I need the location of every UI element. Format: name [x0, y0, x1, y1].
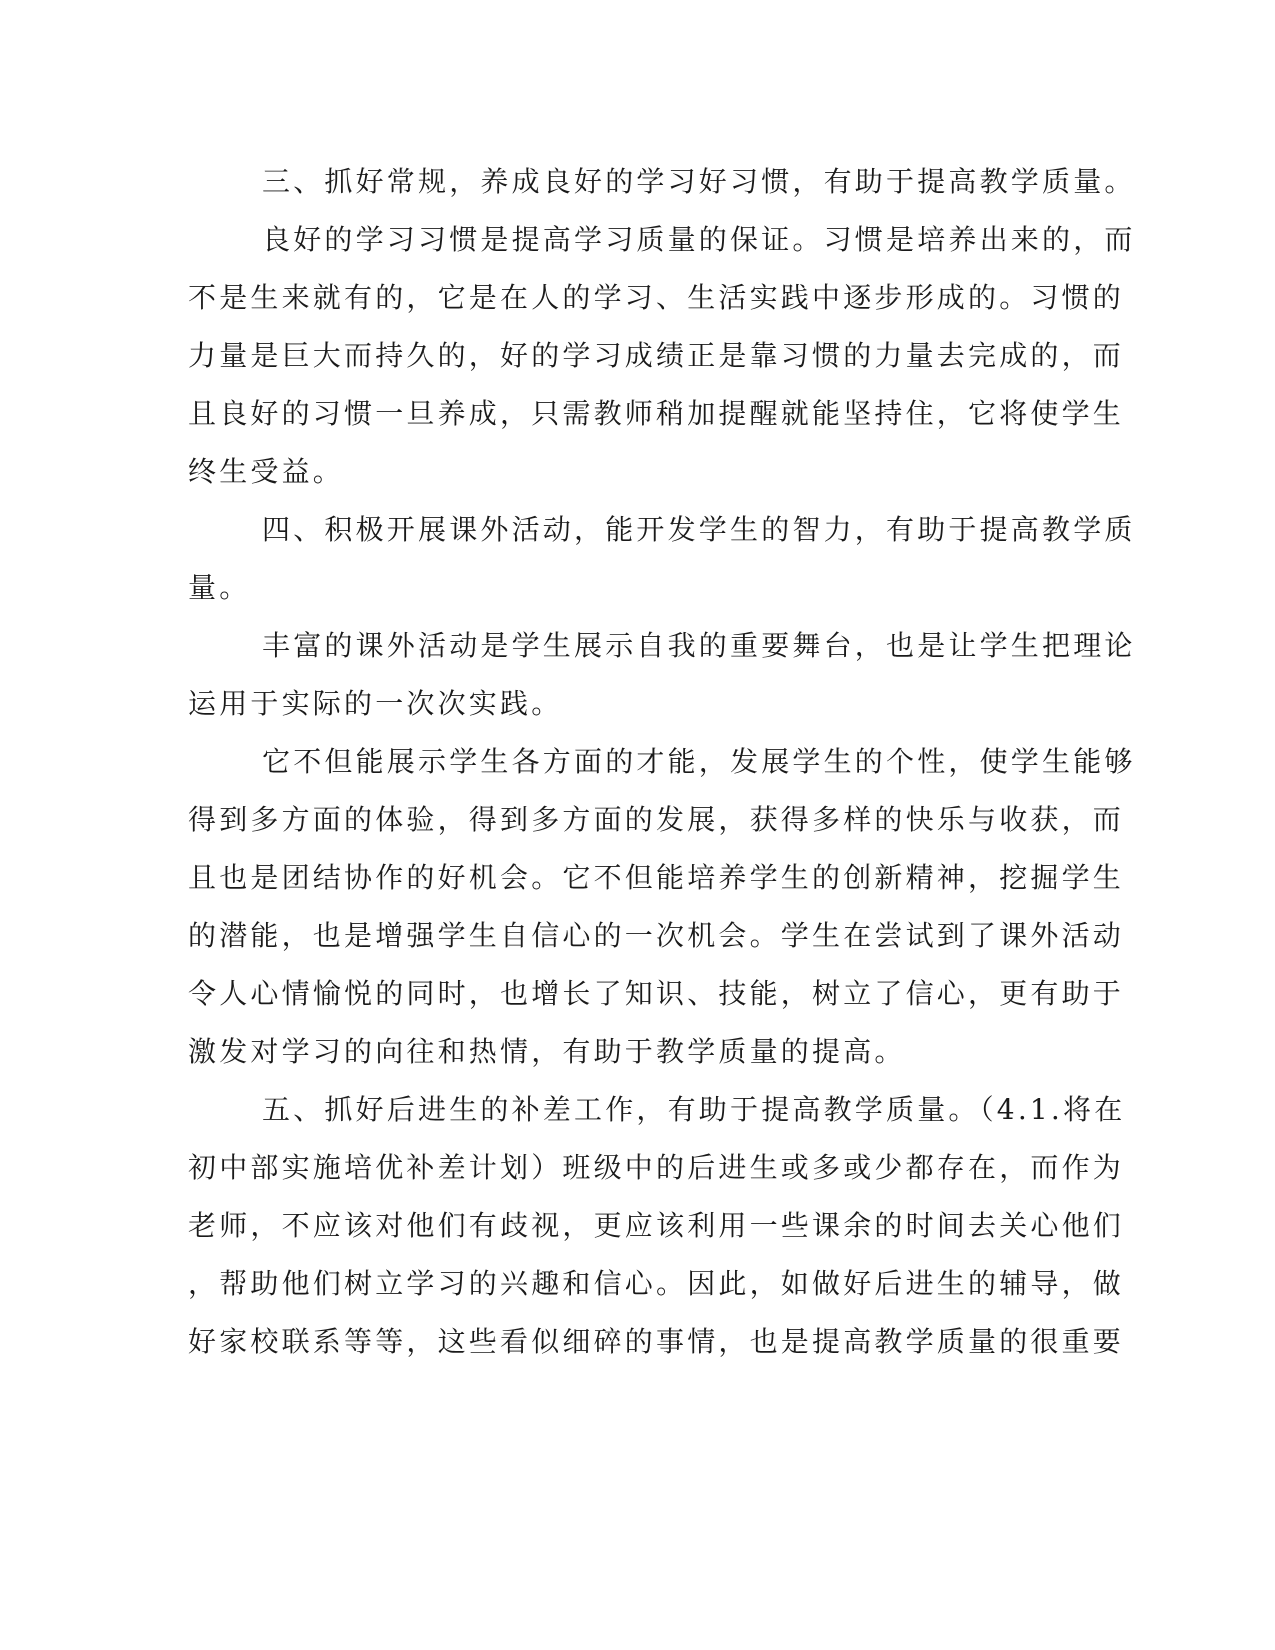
paragraph-line: 良好的学习习惯是提高学习质量的保证。习惯是培养出来的，而 — [262, 223, 1136, 256]
paragraph-line: 终生受益。 — [188, 455, 345, 488]
paragraph-line: 且也是团结协作的好机会。它不但能培养学生的创新精神，挖掘学生 — [188, 861, 1125, 894]
paragraph-line: 好家校联系等等，这些看似细碎的事情，也是提高教学质量的很重要 — [188, 1325, 1125, 1358]
paragraph-line: ，帮助他们树立学习的兴趣和信心。因此，如做好后进生的辅导，做 — [188, 1267, 1125, 1300]
paragraph-line: 初中部实施培优补差计划）班级中的后进生或多或少都存在，而作为 — [188, 1151, 1125, 1184]
heading-section-4-continued: 量。 — [188, 571, 251, 604]
paragraph-line: 运用于实际的一次次实践。 — [188, 687, 563, 720]
heading-section-4: 四、积极开展课外活动，能开发学生的智力，有助于提高教学质 — [262, 513, 1136, 546]
paragraph-line: 它不但能展示学生各方面的才能，发展学生的个性，使学生能够 — [262, 745, 1136, 778]
paragraph-line: 不是生来就有的，它是在人的学习、生活实践中逐步形成的。习惯的 — [188, 281, 1125, 314]
paragraph-line: 丰富的课外活动是学生展示自我的重要舞台，也是让学生把理论 — [262, 629, 1136, 662]
paragraph-line: 力量是巨大而持久的，好的学习成绩正是靠习惯的力量去完成的，而 — [188, 339, 1125, 372]
paragraph-line: 令人心情愉悦的同时，也增长了知识、技能，树立了信心，更有助于 — [188, 977, 1125, 1010]
paragraph-line: 老师，不应该对他们有歧视，更应该利用一些课余的时间去关心他们 — [188, 1209, 1125, 1242]
paragraph-line: 的潜能，也是增强学生自信心的一次机会。学生在尝试到了课外活动 — [188, 919, 1125, 952]
paragraph-line: 且良好的习惯一旦养成，只需教师稍加提醒就能坚持住，它将使学生 — [188, 397, 1125, 430]
paragraph-line: 激发对学习的向往和热情，有助于教学质量的提高。 — [188, 1035, 906, 1068]
paragraph-line: 得到多方面的体验，得到多方面的发展，获得多样的快乐与收获，而 — [188, 803, 1125, 836]
heading-section-3: 三、抓好常规，养成良好的学习好习惯，有助于提高教学质量。 — [262, 165, 1136, 198]
heading-section-5: 五、抓好后进生的补差工作，有助于提高教学质量。（4.1.将在 — [262, 1093, 1126, 1126]
